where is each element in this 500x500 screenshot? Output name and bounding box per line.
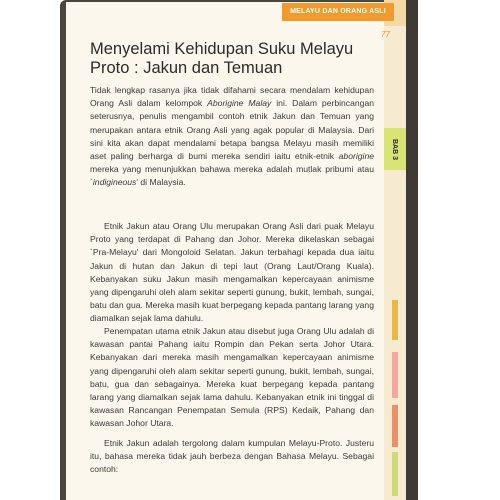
page-edge-marker bbox=[392, 405, 398, 447]
paragraph-text: Etnik Jakun atau Orang Ulu merupakan Orang Asli dari puak Melayu Proto yang terdapat di Pahang dan Johor. Mereka dikelaskan sebagai `Pra-Melayu' dari Mongoloid Selatan. Jakun terbahagi kepada dua iaitu Jakun di hutan dan Jakun di tepi laut (Orang Laut/Orang Kuala). Kebanyakan suku Jakun masih mengamalkan kepercayaan animisme yang dipengaruhi oleh alam sekitar seperti gunung, bukit, lembah, sungai, batu dan gua. Mereka masih kuat berpegang kepada pantang larang yang diamalkan sejak lama dahulu. bbox=[90, 221, 374, 324]
emphasis-text: Aborigine Malay bbox=[207, 98, 272, 109]
chapter-tab-label: BAB 3 bbox=[391, 138, 399, 160]
page-edge-marker bbox=[392, 300, 398, 340]
paragraph-text: ini. Dalam perbincangan seterusnya, penulis mengambil contoh etnik Jakun dan Temuan yang merupakan antara etnik Orang Asli yang agak popular di Malaysia. Dari sini kita akan dapat mendalami betapa bangsa Melayu masih memiliki aset paling berharga di bumi mereka sendiri iaitu etnik-etnik bbox=[90, 98, 375, 162]
paragraph-3 bbox=[90, 325, 374, 431]
paragraph-text: ' di Malaysia. bbox=[136, 177, 186, 188]
emphasis-text: aborigine bbox=[338, 151, 374, 162]
chapter-header: MELAYU DAN ORANG ASLI bbox=[282, 3, 394, 21]
paragraph-text: Penempatan utama etnik Jakun atau disebut juga Orang Ulu adalah di kawasan pantai Pahang iaitu Rompin dan Pekan serta Johor Utara. Kebanyakan dari mereka masih mengamalkan kepercayaan animisme yang dipengaruhi oleh alam sekitar seperti gunung, bukit, lembah, sungai, batu, gua dan sebagainya. Mereka kuat berpegang kepada pantang larang yang diamalkan sejak lama dahulu. Kebanyakan etnik ini tinggal di kawasan Rancangan Penempatan Semula (RPS) Kedaik, Pahang dan kawasan Johor Utara. bbox=[90, 326, 374, 429]
paragraph-text: Etnik Jakun adalah tergolong dalam kumpulan Melayu-Proto. Justeru itu, bahasa mereka tidak jauh berbeza dengan Bahasa Melayu. Sebagai contoh: bbox=[90, 438, 374, 475]
chapter-tab bbox=[384, 128, 406, 170]
page-number: 77 bbox=[381, 30, 390, 39]
paragraph-1 bbox=[90, 84, 374, 190]
emphasis-text: indigineous bbox=[92, 177, 137, 188]
book-edge bbox=[406, 0, 418, 500]
paragraph-text: Tidak lengkap rasanya jika tidak difahami secara mendalam kehidupan Orang Asli dalam kelompok bbox=[90, 85, 374, 109]
paragraph-text: mereka yang menunjukkan bahawa mereka adalah mutlak pribumi atau ` bbox=[90, 164, 374, 188]
page-edge-marker bbox=[392, 352, 398, 398]
paragraph-2 bbox=[90, 220, 374, 326]
page-title: Menyelami Kehidupan Suku Melayu Proto : Jakun dan Temuan bbox=[90, 40, 354, 77]
page-edge-marker bbox=[392, 452, 398, 496]
paragraph-4 bbox=[90, 437, 374, 477]
